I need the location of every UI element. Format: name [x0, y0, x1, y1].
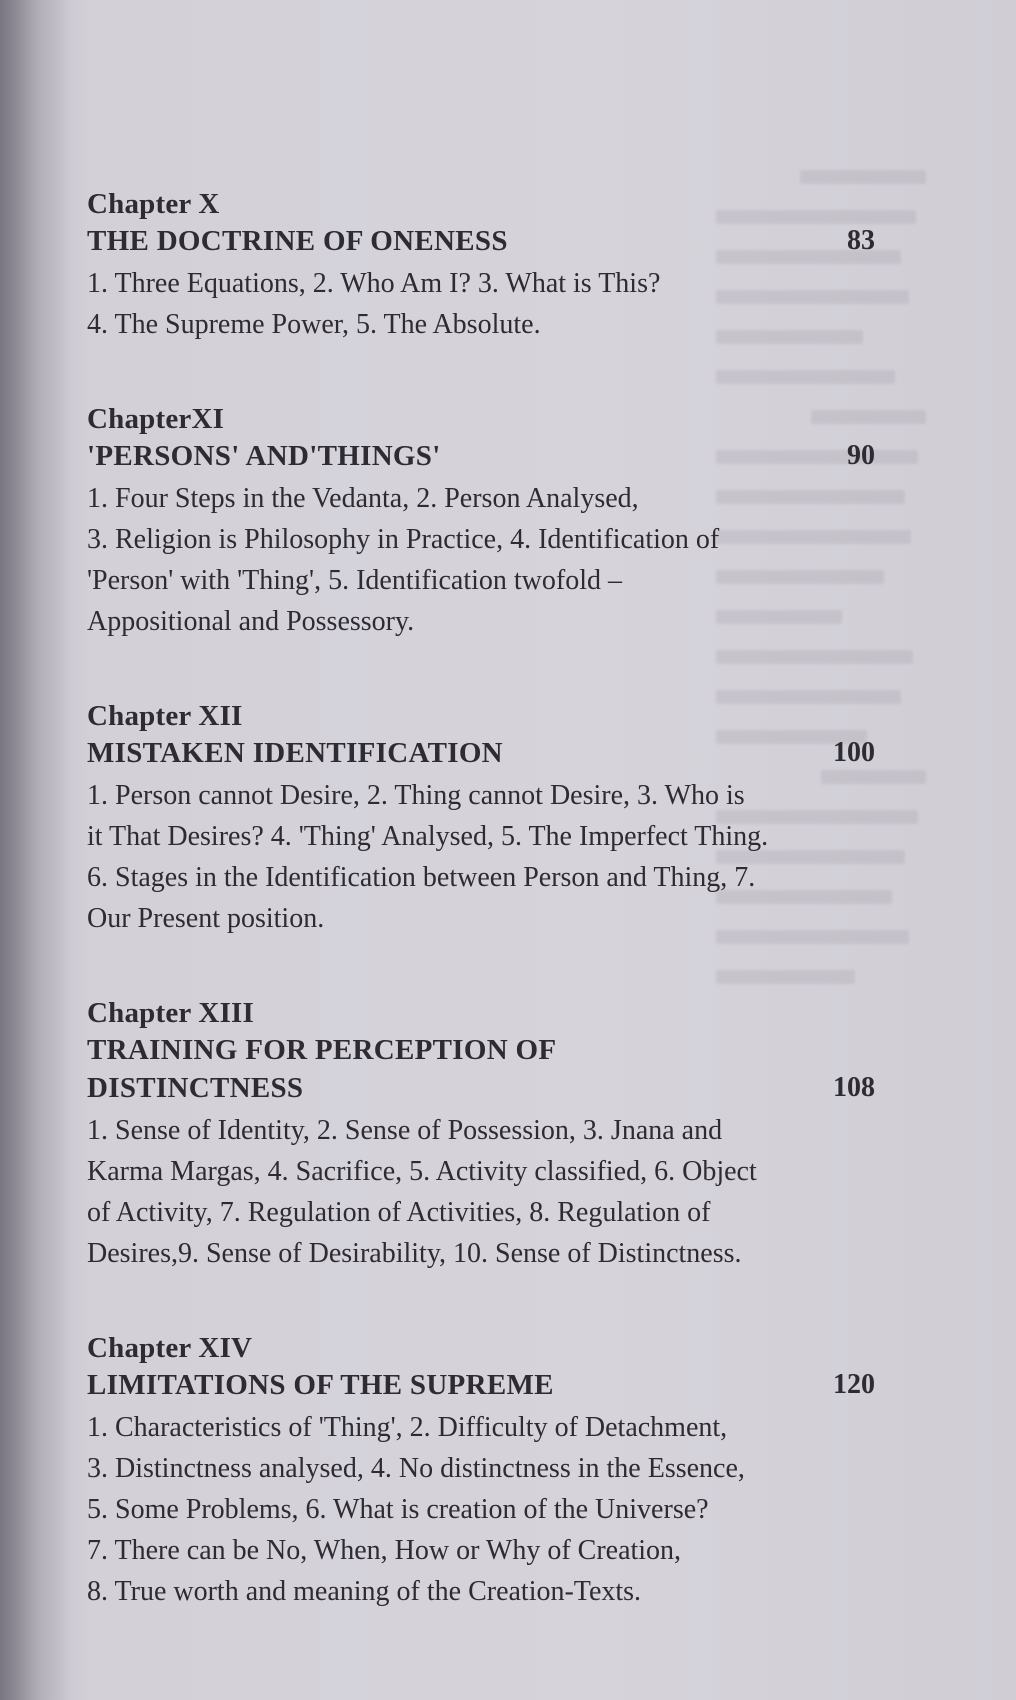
chapter-title-row — [87, 1069, 879, 1107]
summary-line: Karma Margas, 4. Sacrifice, 5. Activity classified, 6. Object — [87, 1156, 757, 1187]
page-number: 120 — [833, 1369, 875, 1400]
chapter-label: Chapter XII — [87, 700, 243, 732]
table-of-contents — [87, 186, 907, 1668]
summary-line: 3. Religion is Philosophy in Practice, 4. Identification of — [87, 524, 720, 555]
chapter-summary — [87, 263, 895, 345]
summary-line: Our Present position. — [87, 903, 325, 934]
summary-line: Appositional and Possessory. — [87, 606, 415, 637]
chapter-title: LIMITATIONS OF THE SUPREME — [87, 1369, 554, 1401]
chapter-title: 'PERSONS' AND'THINGS' — [87, 440, 441, 472]
summary-line: 3. Distinctness analysed, 4. No distinctness in the Essence, — [87, 1453, 745, 1484]
summary-line: 7. There can be No, When, How or Why of Creation, — [87, 1535, 682, 1566]
summary-line: 1. Four Steps in the Vedanta, 2. Person Analysed, — [87, 483, 639, 514]
chapter-title: THE DOCTRINE OF ONENESS — [87, 225, 508, 257]
chapter-title-row — [87, 734, 879, 772]
toc-entry — [87, 1330, 907, 1612]
page-number: 90 — [847, 440, 875, 471]
page-number: 100 — [833, 737, 875, 768]
summary-line: 4. The Supreme Power, 5. The Absolute. — [87, 309, 541, 340]
summary-line: 8. True worth and meaning of the Creation-Texts. — [87, 1576, 642, 1607]
summary-line: 'Person' with 'Thing', 5. Identification twofold – — [87, 565, 622, 596]
chapter-title: TRAINING FOR PERCEPTION OF — [87, 1034, 557, 1066]
toc-entry — [87, 698, 907, 939]
chapter-summary — [87, 478, 895, 642]
summary-line: 5. Some Problems, 6. What is creation of the Universe? — [87, 1494, 709, 1525]
book-gutter-shadow — [0, 0, 70, 1700]
summary-line: Desires,9. Sense of Desirability, 10. Sense of Distinctness. — [87, 1238, 742, 1269]
summary-line: it That Desires? 4. 'Thing' Analysed, 5. The Imperfect Thing. — [87, 821, 769, 852]
summary-line: 1. Sense of Identity, 2. Sense of Possession, 3. Jnana and — [87, 1115, 723, 1146]
toc-entry — [87, 401, 907, 642]
chapter-summary — [87, 1407, 895, 1612]
summary-line: 1. Characteristics of 'Thing', 2. Difficulty of Detachment, — [87, 1412, 728, 1443]
chapter-label: Chapter XIII — [87, 997, 255, 1029]
chapter-label: Chapter X — [87, 188, 220, 220]
summary-line: of Activity, 7. Regulation of Activities, 8. Regulation of — [87, 1197, 711, 1228]
page-number: 108 — [833, 1072, 875, 1103]
chapter-title-row — [87, 1366, 879, 1404]
toc-entry — [87, 186, 907, 345]
chapter-label: ChapterXI — [87, 403, 225, 435]
summary-line: 1. Person cannot Desire, 2. Thing cannot Desire, 3. Who is — [87, 780, 745, 811]
chapter-title: MISTAKEN IDENTIFICATION — [87, 737, 503, 769]
summary-line: 6. Stages in the Identification between Person and Thing, 7. — [87, 862, 756, 893]
chapter-title: DISTINCTNESS — [87, 1072, 304, 1104]
page-number: 83 — [847, 225, 875, 256]
chapter-title-row — [87, 222, 879, 260]
chapter-summary — [87, 1110, 895, 1274]
chapter-summary — [87, 775, 895, 939]
chapter-label: Chapter XIV — [87, 1332, 253, 1364]
chapter-title-row — [87, 437, 879, 475]
summary-line: 1. Three Equations, 2. Who Am I? 3. What is This? — [87, 268, 661, 299]
toc-entry — [87, 995, 907, 1274]
